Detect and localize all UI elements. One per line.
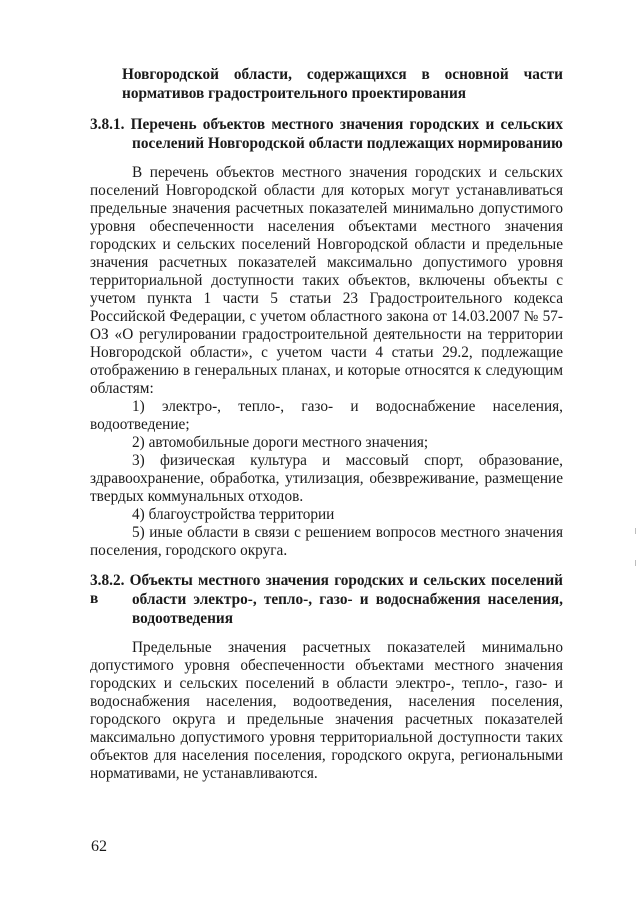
body-1-line-3: предельные значения расчетных показателей минимально допустимого xyxy=(90,200,563,217)
body-1-line-1: В перечень объектов местного значения городских и сельских xyxy=(132,164,563,181)
body-2-line-7: объектов для населения поселения, городского округа, региональными xyxy=(90,747,563,764)
body-1-line-5: городских и сельских поселений Новгородской области и предельные xyxy=(90,236,563,253)
body-1-line-10: ОЗ «О регулировании градостроительной деятельности на территории xyxy=(90,326,563,343)
list-item-1-line-2: водоотведение; xyxy=(90,416,190,433)
body-1-line-11: Новгородской области», с учетом части 4 статьи 29.2, подлежащие xyxy=(90,344,563,361)
body-2-line-1: Предельные значения расчетных показателей минимально xyxy=(132,639,563,656)
section-3-8-1-heading-line-2: поселений Новгородской области подлежащих нормированию xyxy=(132,135,563,152)
list-item-1-line-1: 1) электро-, тепло-, газо- и водоснабжение населения, xyxy=(132,398,563,415)
body-2-line-4: водоснабжения населения, водоотведения, населения поселения, xyxy=(90,693,563,710)
list-item-5-line-1: 5) иные области в связи с решением вопросов местного значения xyxy=(132,524,563,541)
scan-speck xyxy=(635,560,636,566)
section-3-8-2-heading-line-2: области электро-, тепло-, газо- и водоснабжения населения, xyxy=(132,591,563,608)
section-3-8-2-heading-line-1: 3.8.2. Объекты местного значения городских и сельских поселений в xyxy=(90,572,563,607)
body-2-line-3: городских и сельских поселений в области электро-, тепло-, газо- и xyxy=(90,675,563,692)
body-1-line-4: уровня обеспеченности населения объектами местного значения xyxy=(90,218,563,235)
list-item-3-line-1: 3) физическая культура и массовый спорт, образование, xyxy=(132,452,563,469)
body-1-line-2: поселений Новгородской области для которых могут устанавливаться xyxy=(90,182,563,199)
body-2-line-6: максимально допустимого уровня территориальной доступности таких xyxy=(90,729,563,746)
scan-speck xyxy=(635,528,636,534)
section-3-8-1-heading-line-1: 3.8.1. Перечень объектов местного значения городских и сельских xyxy=(90,116,563,133)
list-item-5-line-2: поселения, городского округа. xyxy=(90,542,288,559)
body-2-line-8: нормативами, не устанавливаются. xyxy=(90,765,318,782)
header-line-2: нормативов градостроительного проектирования xyxy=(122,85,467,102)
list-item-4: 4) благоустройства территории xyxy=(132,506,335,523)
body-1-line-6: значения расчетных показателей максимально допустимого уровня xyxy=(90,254,563,271)
list-item-3-line-3: твердых коммунальных отходов. xyxy=(90,488,304,505)
section-3-8-2-heading-line-3: водоотведения xyxy=(132,610,233,627)
page-number: 62 xyxy=(91,838,107,855)
body-1-line-12: отображению в генеральных планах, и которые относятся к следующим xyxy=(90,362,563,379)
body-1-line-13: областям: xyxy=(90,380,154,397)
body-1-line-7: территориальной доступности таких объектов, включены объекты с xyxy=(90,272,563,289)
header-line-1: Новгородской области, содержащихся в основной части xyxy=(122,66,563,83)
body-1-line-8: учетом пункта 1 части 5 статьи 23 Градостроительного кодекса xyxy=(90,290,563,307)
list-item-3-line-2: здравоохранение, обработка, утилизация, обезвреживание, размещение xyxy=(90,470,563,487)
body-2-line-5: городского округа и предельные значения расчетных показателей xyxy=(90,711,563,728)
list-item-2: 2) автомобильные дороги местного значения; xyxy=(132,434,429,451)
body-1-line-9: Российской Федерации, с учетом областного закона от 14.03.2007 № 57- xyxy=(90,308,563,325)
body-2-line-2: допустимого уровня обеспеченности объектами местного значения xyxy=(90,657,563,674)
